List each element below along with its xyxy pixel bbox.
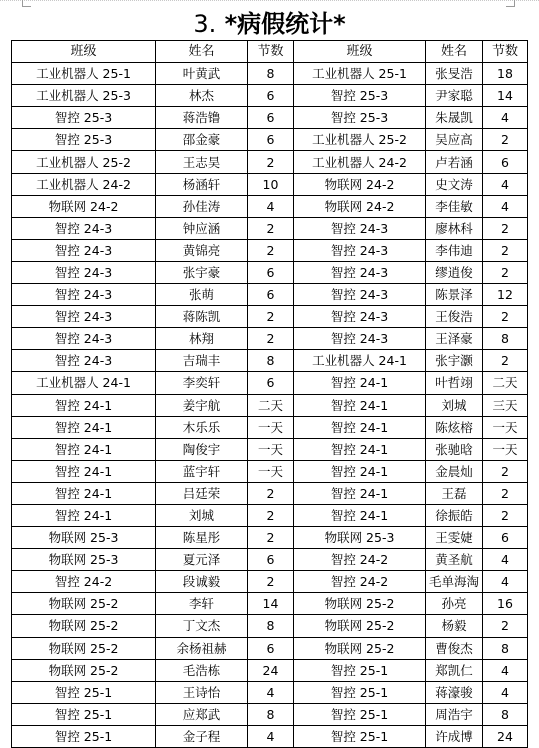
name-cell: 廖林科 (426, 217, 483, 239)
name-cell: 叶哲翊 (426, 372, 483, 394)
name-cell: 丁文杰 (156, 615, 248, 637)
class-cell: 智控 24-1 (12, 394, 156, 416)
table-row (12, 416, 528, 438)
name-cell: 张宇豪 (156, 261, 248, 283)
count-cell: 2 (248, 217, 294, 239)
count-cell: 2 (248, 306, 294, 328)
count-cell: 2 (483, 306, 528, 328)
class-cell: 智控 24-1 (294, 482, 426, 504)
count-cell: 三天 (483, 394, 528, 416)
name-cell: 许成博 (426, 725, 483, 747)
header-class-left: 班级 (12, 41, 156, 63)
name-cell: 孙亮 (426, 593, 483, 615)
header-name-right: 姓名 (426, 41, 483, 63)
name-cell: 陈星彤 (156, 527, 248, 549)
table-row (12, 129, 528, 151)
count-cell: 2 (483, 482, 528, 504)
name-cell: 尹家聪 (426, 85, 483, 107)
name-cell: 张旻浩 (426, 63, 483, 85)
name-cell: 蒋浩镥 (156, 107, 248, 129)
name-cell: 夏元泽 (156, 549, 248, 571)
count-cell: 2 (483, 239, 528, 261)
name-cell: 卢若涵 (426, 151, 483, 173)
table-row (12, 438, 528, 460)
table-row (12, 703, 528, 725)
class-cell: 物联网 25-2 (12, 659, 156, 681)
table-row (12, 549, 528, 571)
name-cell: 毛浩栋 (156, 659, 248, 681)
section-heading: *病假统计* (216, 10, 346, 38)
class-cell: 物联网 24-2 (294, 173, 426, 195)
name-cell: 林杰 (156, 85, 248, 107)
page-top-edge (0, 0, 539, 4)
name-cell: 刘城 (426, 394, 483, 416)
count-cell: 2 (483, 217, 528, 239)
header-name-left: 姓名 (156, 41, 248, 63)
count-cell: 2 (248, 328, 294, 350)
count-cell: 4 (248, 195, 294, 217)
name-cell: 木乐乐 (156, 416, 248, 438)
count-cell: 2 (248, 504, 294, 526)
count-cell: 10 (248, 173, 294, 195)
class-cell: 智控 25-1 (294, 703, 426, 725)
table-row (12, 350, 528, 372)
class-cell: 智控 24-3 (12, 261, 156, 283)
count-cell: 2 (483, 504, 528, 526)
name-cell: 王志昊 (156, 151, 248, 173)
class-cell: 智控 24-3 (12, 217, 156, 239)
class-cell: 智控 24-1 (294, 416, 426, 438)
class-cell: 工业机器人 25-3 (12, 85, 156, 107)
name-cell: 余杨祖赫 (156, 637, 248, 659)
count-cell: 14 (483, 85, 528, 107)
class-cell: 工业机器人 25-2 (12, 151, 156, 173)
count-cell: 16 (483, 593, 528, 615)
class-cell: 智控 24-3 (294, 217, 426, 239)
table-row (12, 85, 528, 107)
table-row (12, 284, 528, 306)
name-cell: 姜宇航 (156, 394, 248, 416)
name-cell: 曹俊杰 (426, 637, 483, 659)
table-row (12, 151, 528, 173)
name-cell: 钟应涵 (156, 217, 248, 239)
class-cell: 智控 24-2 (12, 571, 156, 593)
name-cell: 陈炫榕 (426, 416, 483, 438)
class-cell: 智控 24-1 (294, 372, 426, 394)
class-cell: 物联网 25-3 (12, 549, 156, 571)
name-cell: 吉瑞丰 (156, 350, 248, 372)
class-cell: 物联网 25-3 (294, 527, 426, 549)
section-title (0, 6, 539, 42)
table-row (12, 504, 528, 526)
name-cell: 蒋陈凯 (156, 306, 248, 328)
table-row (12, 328, 528, 350)
count-cell: 4 (483, 659, 528, 681)
count-cell: 4 (483, 173, 528, 195)
count-cell: 4 (248, 725, 294, 747)
class-cell: 物联网 24-2 (12, 195, 156, 217)
class-cell: 智控 24-3 (294, 306, 426, 328)
class-cell: 物联网 25-2 (12, 615, 156, 637)
table-row (12, 482, 528, 504)
class-cell: 工业机器人 24-1 (294, 350, 426, 372)
count-cell: 2 (483, 615, 528, 637)
class-cell: 物联网 25-2 (294, 637, 426, 659)
name-cell: 毛单海淘 (426, 571, 483, 593)
class-cell: 工业机器人 24-1 (12, 372, 156, 394)
table-row (12, 63, 528, 85)
name-cell: 黄圣航 (426, 549, 483, 571)
count-cell: 4 (483, 107, 528, 129)
count-cell: 4 (483, 681, 528, 703)
name-cell: 李轩 (156, 593, 248, 615)
class-cell: 智控 25-1 (12, 725, 156, 747)
class-cell: 智控 25-1 (294, 659, 426, 681)
count-cell: 8 (483, 703, 528, 725)
class-cell: 智控 25-1 (12, 681, 156, 703)
count-cell: 2 (248, 239, 294, 261)
name-cell: 李伟迪 (426, 239, 483, 261)
count-cell: 2 (248, 482, 294, 504)
name-cell: 邵金豪 (156, 129, 248, 151)
count-cell: 6 (248, 284, 294, 306)
name-cell: 张宇灏 (426, 350, 483, 372)
count-cell: 6 (248, 129, 294, 151)
name-cell: 王俊浩 (426, 306, 483, 328)
count-cell: 4 (483, 571, 528, 593)
name-cell: 郑凯仁 (426, 659, 483, 681)
name-cell: 金子程 (156, 725, 248, 747)
class-cell: 智控 24-1 (12, 416, 156, 438)
class-cell: 智控 24-3 (294, 284, 426, 306)
class-cell: 智控 24-3 (12, 350, 156, 372)
count-cell: 24 (248, 659, 294, 681)
table-row (12, 593, 528, 615)
count-cell: 4 (248, 681, 294, 703)
name-cell: 李佳敏 (426, 195, 483, 217)
count-cell: 8 (248, 350, 294, 372)
class-cell: 智控 25-3 (294, 85, 426, 107)
name-cell: 周浩宇 (426, 703, 483, 725)
name-cell: 王磊 (426, 482, 483, 504)
class-cell: 智控 24-3 (12, 328, 156, 350)
class-cell: 物联网 24-2 (294, 195, 426, 217)
class-cell: 智控 24-1 (12, 460, 156, 482)
class-cell: 智控 24-1 (12, 482, 156, 504)
class-cell: 物联网 25-2 (294, 593, 426, 615)
name-cell: 陶俊宇 (156, 438, 248, 460)
name-cell: 黄锦亮 (156, 239, 248, 261)
count-cell: 2 (483, 460, 528, 482)
name-cell: 张萌 (156, 284, 248, 306)
name-cell: 王雯婕 (426, 527, 483, 549)
class-cell: 智控 24-3 (294, 239, 426, 261)
count-cell: 一天 (248, 416, 294, 438)
name-cell: 金晨灿 (426, 460, 483, 482)
class-cell: 智控 24-2 (294, 571, 426, 593)
class-cell: 智控 24-3 (12, 284, 156, 306)
count-cell: 一天 (248, 438, 294, 460)
class-cell: 工业机器人 24-2 (12, 173, 156, 195)
count-cell: 6 (248, 549, 294, 571)
class-cell: 智控 24-1 (294, 394, 426, 416)
class-cell: 智控 25-3 (12, 107, 156, 129)
count-cell: 4 (483, 549, 528, 571)
table-row (12, 681, 528, 703)
class-cell: 智控 24-1 (294, 438, 426, 460)
name-cell: 吴应高 (426, 129, 483, 151)
name-cell: 吕廷荣 (156, 482, 248, 504)
class-cell: 物联网 25-2 (12, 637, 156, 659)
section-number: 3. (193, 10, 217, 38)
count-cell: 一天 (483, 416, 528, 438)
name-cell: 李奕轩 (156, 372, 248, 394)
class-cell: 智控 24-1 (12, 438, 156, 460)
sick-leave-table (11, 40, 528, 748)
class-cell: 智控 25-3 (294, 107, 426, 129)
table-body (12, 63, 528, 748)
count-cell: 24 (483, 725, 528, 747)
table-row (12, 372, 528, 394)
class-cell: 智控 25-3 (12, 129, 156, 151)
class-cell: 智控 24-1 (294, 504, 426, 526)
header-count-left: 节数 (248, 41, 294, 63)
table-row (12, 637, 528, 659)
name-cell: 孙佳涛 (156, 195, 248, 217)
name-cell: 蒋濠骏 (426, 681, 483, 703)
count-cell: 6 (248, 85, 294, 107)
count-cell: 12 (483, 284, 528, 306)
header-class-right: 班级 (294, 41, 426, 63)
table-row (12, 173, 528, 195)
name-cell: 应郑武 (156, 703, 248, 725)
name-cell: 蓝宇轩 (156, 460, 248, 482)
class-cell: 智控 25-1 (294, 681, 426, 703)
table-row (12, 615, 528, 637)
count-cell: 2 (248, 527, 294, 549)
table-row (12, 217, 528, 239)
class-cell: 物联网 25-3 (12, 527, 156, 549)
name-cell: 王泽豪 (426, 328, 483, 350)
table-row (12, 239, 528, 261)
count-cell: 14 (248, 593, 294, 615)
header-count-right: 节数 (483, 41, 528, 63)
name-cell: 叶黄武 (156, 63, 248, 85)
class-cell: 物联网 25-2 (294, 615, 426, 637)
count-cell: 2 (483, 350, 528, 372)
count-cell: 8 (483, 637, 528, 659)
count-cell: 8 (248, 63, 294, 85)
class-cell: 工业机器人 25-2 (294, 129, 426, 151)
count-cell: 6 (483, 151, 528, 173)
name-cell: 王诗怡 (156, 681, 248, 703)
count-cell: 二天 (248, 394, 294, 416)
count-cell: 6 (248, 107, 294, 129)
table-header-row (12, 41, 528, 63)
name-cell: 史文涛 (426, 173, 483, 195)
class-cell: 智控 24-2 (294, 549, 426, 571)
count-cell: 6 (248, 372, 294, 394)
name-cell: 杨毅 (426, 615, 483, 637)
table-row (12, 659, 528, 681)
count-cell: 二天 (483, 372, 528, 394)
table-row (12, 460, 528, 482)
count-cell: 6 (248, 637, 294, 659)
count-cell: 一天 (248, 460, 294, 482)
name-cell: 缪逍俊 (426, 261, 483, 283)
count-cell: 一天 (483, 438, 528, 460)
class-cell: 工业机器人 25-1 (294, 63, 426, 85)
name-cell: 刘城 (156, 504, 248, 526)
table-row (12, 571, 528, 593)
count-cell: 2 (483, 261, 528, 283)
count-cell: 6 (483, 527, 528, 549)
table-row (12, 394, 528, 416)
count-cell: 2 (248, 151, 294, 173)
class-cell: 智控 25-1 (294, 725, 426, 747)
class-cell: 物联网 25-2 (12, 593, 156, 615)
class-cell: 智控 24-1 (12, 504, 156, 526)
table-row (12, 306, 528, 328)
name-cell: 徐振皓 (426, 504, 483, 526)
class-cell: 工业机器人 25-1 (12, 63, 156, 85)
class-cell: 智控 25-1 (12, 703, 156, 725)
name-cell: 陈景泽 (426, 284, 483, 306)
class-cell: 智控 24-3 (12, 306, 156, 328)
class-cell: 智控 24-3 (294, 261, 426, 283)
table-row (12, 107, 528, 129)
table-row (12, 195, 528, 217)
name-cell: 杨涵轩 (156, 173, 248, 195)
count-cell: 4 (483, 195, 528, 217)
count-cell: 2 (248, 571, 294, 593)
class-cell: 智控 24-1 (294, 460, 426, 482)
name-cell: 林翔 (156, 328, 248, 350)
count-cell: 8 (248, 703, 294, 725)
count-cell: 2 (483, 129, 528, 151)
count-cell: 8 (483, 328, 528, 350)
name-cell: 张驰晗 (426, 438, 483, 460)
name-cell: 段诚毅 (156, 571, 248, 593)
count-cell: 8 (248, 615, 294, 637)
name-cell: 朱晟凯 (426, 107, 483, 129)
count-cell: 18 (483, 63, 528, 85)
table-row (12, 527, 528, 549)
class-cell: 智控 24-3 (12, 239, 156, 261)
table-row (12, 725, 528, 747)
table-row (12, 261, 528, 283)
class-cell: 智控 24-3 (294, 328, 426, 350)
count-cell: 6 (248, 261, 294, 283)
class-cell: 工业机器人 24-2 (294, 151, 426, 173)
